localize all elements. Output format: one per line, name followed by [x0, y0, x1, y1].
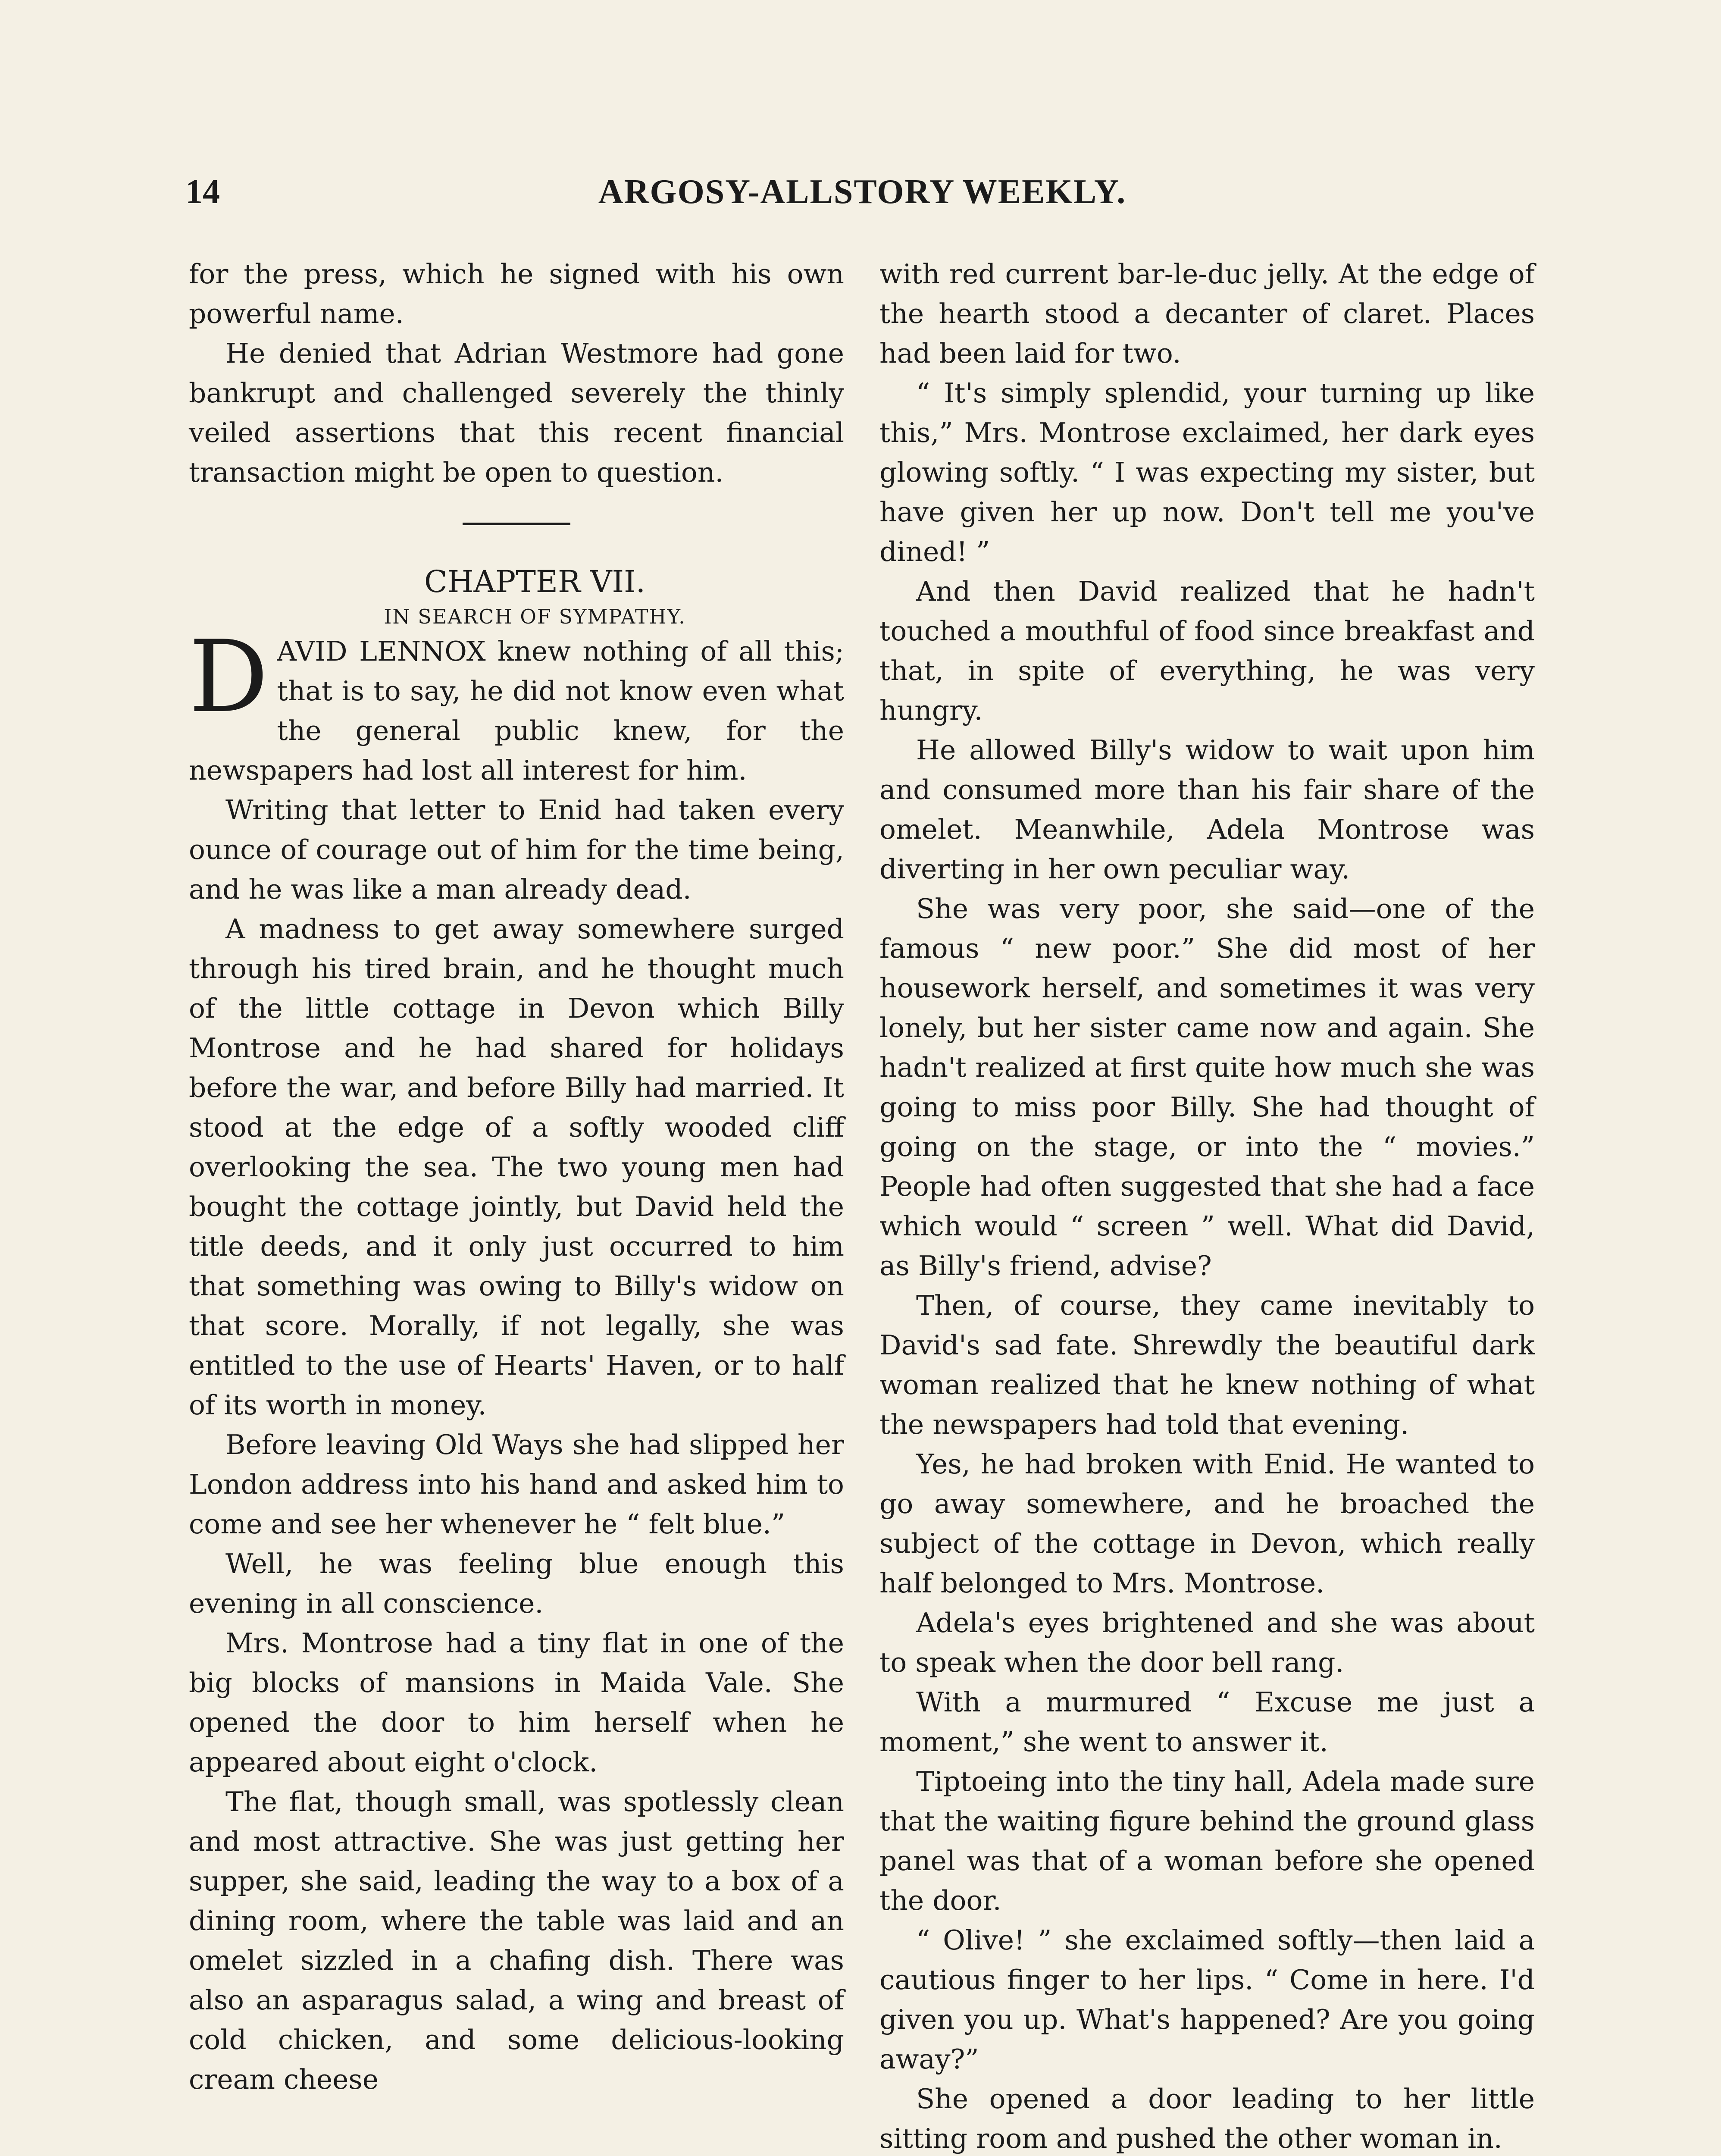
paragraph: Then, of course, they came inevitably to David's sad fate. Shrewdly the beautiful dark woman realized that he knew nothing of what the newspapers had told that evening. [879, 1290, 1535, 1440]
paragraph: Writing that letter to Enid had taken every ounce of courage out of him for the time being, and he was like a man already dead. [189, 794, 844, 905]
paragraph: Tiptoeing into the tiny hall, Adela made sure that the waiting figure behind the ground glass panel was that of a woman before she opened the door. [879, 1766, 1535, 1916]
paragraph: “ Olive! ” she exclaimed softly—then laid a cautious finger to her lips. “ Come in here. I'd given you up. What's happened? Are you going away?” [879, 1924, 1535, 2075]
running-title: ARGOSY-ALLSTORY WEEKLY. [598, 173, 1126, 211]
section-divider [463, 523, 570, 525]
paragraph: “ It's simply splendid, your turning up like this,” Mrs. Montrose exclaimed, her dark eyes glowing softly. “ I was expecting my sister, but have given her up now. Don't tell me you've dined! ” [879, 377, 1535, 567]
paragraph: She opened a door leading to her little sitting room and pushed the other woman in. [879, 2083, 1535, 2154]
paragraph: with red current bar-le-duc jelly. At the edge of the hearth stood a decanter of claret. Places had been laid for two. [879, 258, 1535, 369]
paragraph: She was very poor, she said—one of the famous “ new poor.” She did most of her housework herself, and sometimes it was very lonely, but her sister came now and again. She hadn't realized at first quite how much she was going to miss poor Billy. She had thought of going on the stage, or into the “ movies.” People had often suggested that she had a face which would “ screen ” well. What did David, as Billy's friend, advise? [879, 893, 1535, 1282]
paragraph: Yes, he had broken with Enid. He wanted to go away somewhere, and he broached the subject of the cottage in Devon, which really half belonged to Mrs. Montrose. [879, 1448, 1535, 1599]
page-number: 14 [185, 173, 220, 211]
chapter-opening-paragraph [189, 620, 844, 790]
paragraph: Before leaving Old Ways she had slipped her London address into his hand and asked him to come and see her whenever he “ felt blue.” [189, 1429, 844, 1540]
paragraph-text: AVID LENNOX knew nothing of all this; that is to say, he did not know even what the general public knew, for the newspapers had lost all interest for him. [189, 636, 844, 786]
paragraph: The flat, though small, was spotlessly clean and most attractive. She was just getting her supper, she said, leading the way to a box of a dining room, where the table was laid and an omelet sizzled in a chafing dish. There was also an asparagus salad, a wing and breast of cold chicken, and some delicious-looking cream cheese [189, 1786, 844, 2095]
paragraph: He allowed Billy's widow to wait upon him and consumed more than his fair share of the omelet. Meanwhile, Adela Montrose was diverting in her own peculiar way. [879, 734, 1535, 885]
paragraph: He denied that Adrian Westmore had gone bankrupt and challenged severely the thinly veiled assertions that this recent financial transaction might be open to question. [189, 338, 844, 488]
paragraph: Well, he was feeling blue enough this evening in all conscience. [189, 1548, 844, 1619]
chapter-title: CHAPTER VII. [424, 564, 646, 599]
paragraph: for the press, which he signed with his own powerful name. [189, 258, 844, 329]
left-column [189, 254, 844, 2100]
paragraph: With a murmured “ Excuse me just a moment,” she went to answer it. [879, 1686, 1535, 1758]
drop-cap: D [189, 620, 269, 735]
paragraph: Mrs. Montrose had a tiny flat in one of the big blocks of mansions in Maida Vale. She opened the door to him herself when he appeared about eight o'clock. [189, 1627, 844, 1778]
paragraph: A madness to get away somewhere surged through his tired brain, and he thought much of the little cottage in Devon which Billy Montrose and he had shared for holidays before the war, and before Billy had married. It stood at the edge of a softly wooded cliff overlooking the sea. The two young men had bought the cottage jointly, but David held the title deeds, and it only just occurred to him that something was owing to Billy's widow on that score. Morally, if not legally, she was entitled to the use of Hearts' Haven, or to half of its worth in money. [189, 913, 844, 1421]
paragraph: Adela's eyes brightened and she was about to speak when the door bell rang. [879, 1607, 1535, 1678]
paragraph: And then David realized that he hadn't touched a mouthful of food since breakfast and that, in spite of everything, he was very hungry. [879, 576, 1535, 726]
chapter-subtitle: IN SEARCH OF SYMPATHY. [384, 605, 686, 628]
right-column [879, 254, 1535, 2156]
page-header [185, 172, 1539, 224]
